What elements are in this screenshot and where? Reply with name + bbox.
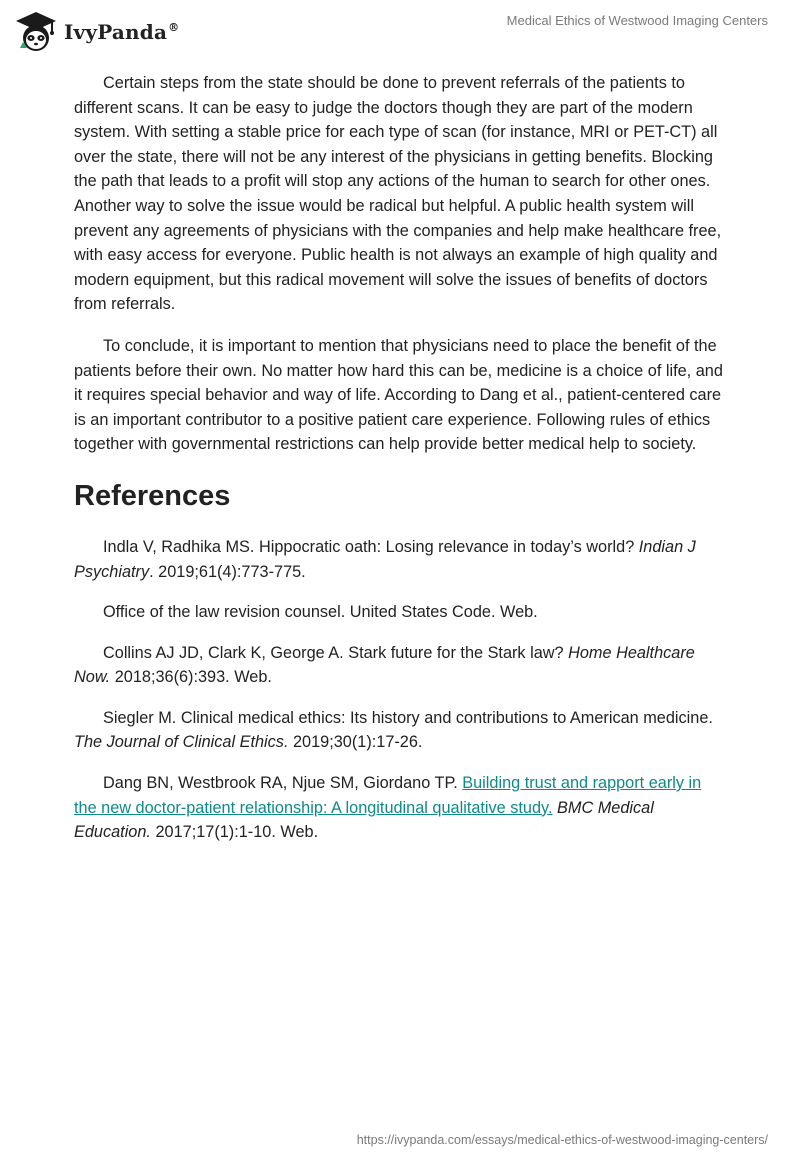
page-header: [0, 0, 800, 60]
body-paragraph: Certain steps from the state should be done to prevent referrals of the patients to different scans. It can be easy to judge the doctors though they are part of the modern system. With setting a stable price for each type of scan (for instance, MRI or PET-CT) all over the state, there will not be any interest of the physicians in getting benefits. Blocking the path that leads to a profit will stop any actions of the human to search for other ones. Another way to solve the issue would be radical but helpful. A public health system will prevent any agreements of physicians with the companies and help make healthcare free, with easy access for everyone. Public health is not always an example of high quality and modern equipment, but this radical movement will solve the issues of benefits of doctors from referrals.: [74, 74, 722, 314]
reference-item: Collins AJ JD, Clark K, George A. Stark future for the Stark law? Home Healthcare Now. 2018;36(6):393. Web.: [74, 643, 695, 687]
brand-name: IvyPanda®: [64, 20, 180, 44]
reference-item: Office of the law revision counsel. United States Code. Web.: [103, 603, 538, 622]
document-title: Medical Ethics of Westwood Imaging Centers: [506, 13, 768, 28]
reference-item: Siegler M. Clinical medical ethics: Its history and contributions to American medicine. The Journal of Clinical Ethics. 2019;30(1):17-26.: [74, 708, 713, 752]
reference-item: Indla V, Radhika MS. Hippocratic oath: Losing relevance in today’s world? Indian J Psychiatry. 2019;61(4):773-775.: [74, 537, 696, 581]
reference-link[interactable]: Building trust and rapport early in the new doctor-patient relationship: A longitudinal qualitative study.: [74, 774, 702, 817]
body-paragraph: To conclude, it is important to mention that physicians need to place the benefit of the patients before their own. No matter how hard this can be, medicine is a choice of life, and it requires special behavior and way of life. According to Dang et al., patient-centered care is an important contributor to a positive patient care experience. Following rules of ethics together with governmental restrictions can help provide better medical help to society.: [74, 336, 723, 454]
ivypanda-logo[interactable]: [14, 6, 179, 58]
reference-item: Dang BN, Westbrook RA, Njue SM, Giordano TP. Building trust and rapport early in the new doctor-patient relationship: A longitudinal qualitative study. BMC Medical Education. 2017;17(1):1-10. Web.: [74, 774, 702, 842]
essay-content: [74, 71, 726, 861]
source-url: https://ivypanda.com/essays/medical-ethics-of-westwood-imaging-centers/: [356, 1133, 768, 1147]
references-heading: References: [74, 479, 231, 512]
panda-graduate-icon: [14, 10, 58, 54]
